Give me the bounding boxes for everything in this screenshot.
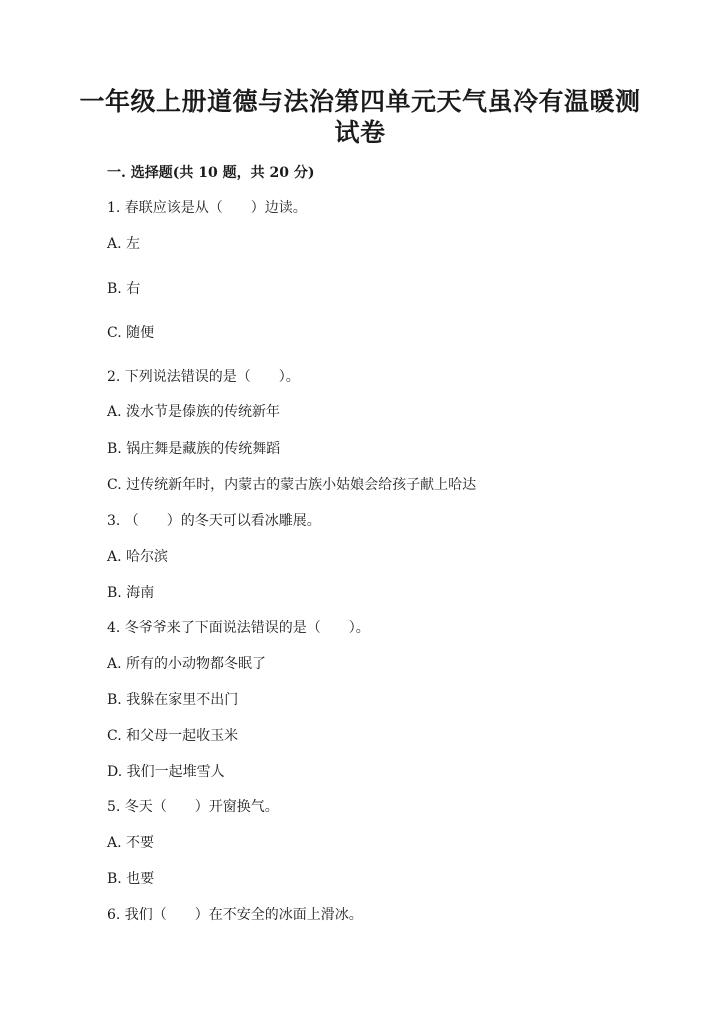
option-item: D. 我们一起堆雪人 [107,764,225,780]
option-item: B. 右 [107,281,141,297]
option-item: A. 左 [107,236,141,252]
section-heading: 一. 选择题(共 10 题，共 20 分) [107,165,315,181]
option-item: A. 哈尔滨 [107,549,169,565]
option-item: C. 和父母一起收玉米 [107,728,239,744]
question-stem: 1. 春联应该是从（ ）边读。 [107,200,307,216]
title-line-1: 一年级上册道德与法治第四单元天气虽冷有温暖测 [79,87,641,116]
option-item: C. 过传统新年时，内蒙古的蒙古族小姑娘会给孩子献上哈达 [107,477,477,493]
option-item: A. 泼水节是傣族的传统新年 [107,404,281,420]
question-stem: 4. 冬爷爷来了下面说法错误的是（ ）。 [107,620,370,636]
option-item: B. 我躲在家里不出门 [107,692,239,708]
question-stem: 2. 下列说法错误的是（ ）。 [107,369,300,385]
option-item: B. 锅庄舞是藏族的传统舞蹈 [107,441,281,457]
option-item: A. 所有的小动物都冬眠了 [107,656,267,672]
option-item: B. 也要 [107,871,155,887]
question-stem: 5. 冬天（ ）开窗换气。 [107,799,279,815]
option-item: B. 海南 [107,585,155,601]
option-item: A. 不要 [107,835,155,851]
page-title [60,86,660,148]
question-stem: 6. 我们（ ）在不安全的冰面上滑冰。 [107,907,363,923]
option-item: C. 随便 [107,325,155,341]
question-stem: 3. （ ）的冬天可以看冰雕展。 [107,513,321,529]
title-line-2: 试卷 [334,118,386,147]
